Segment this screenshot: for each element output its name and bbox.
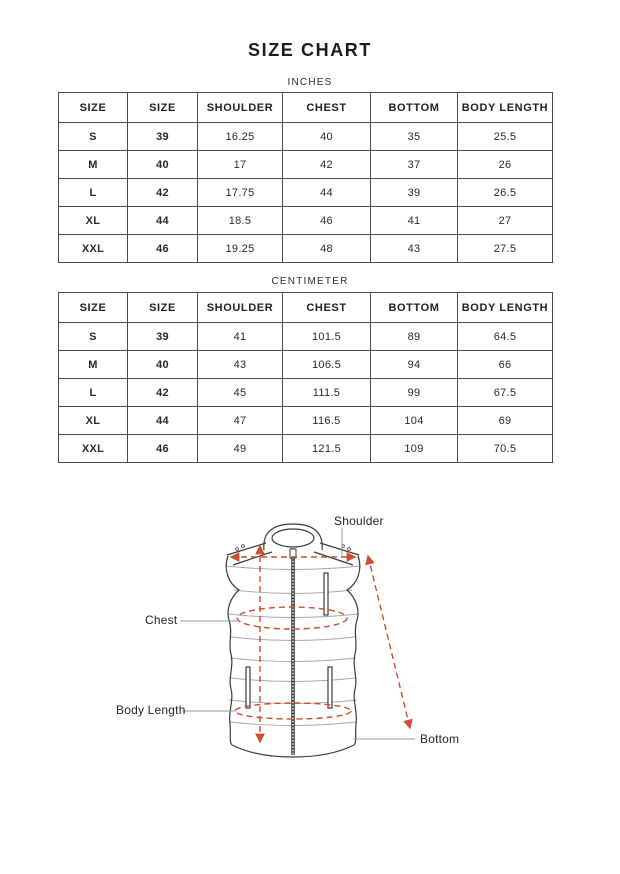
table-cell: 42 (283, 151, 371, 179)
table-cell: 49 (198, 435, 283, 463)
column-header: SIZE (128, 93, 198, 123)
size-table-inches (58, 92, 553, 263)
table-cell: 46 (283, 207, 371, 235)
column-header: BODY LENGTH (458, 93, 553, 123)
table-cell: 116.5 (283, 407, 371, 435)
lower-right-pocket-slit (328, 667, 332, 708)
snap-dot (236, 548, 239, 551)
table-cell: 43 (198, 351, 283, 379)
table-cell: 27.5 (458, 235, 553, 263)
neck-opening (272, 529, 314, 547)
left-shoulder-strap (227, 543, 272, 565)
table-row (59, 407, 553, 435)
table-cell: M (59, 151, 128, 179)
table-cell: 25.5 (458, 123, 553, 151)
table-cell: 48 (283, 235, 371, 263)
table-cell: 111.5 (283, 379, 371, 407)
table-cell: 27 (458, 207, 553, 235)
table-cell: 35 (371, 123, 458, 151)
column-header: SIZE (59, 293, 128, 323)
table-cell: 44 (128, 407, 198, 435)
table-cell: 26 (458, 151, 553, 179)
table-cell: 99 (371, 379, 458, 407)
table-cell: XL (59, 407, 128, 435)
column-header: BOTTOM (371, 293, 458, 323)
column-header: SHOULDER (198, 293, 283, 323)
table-row (59, 435, 553, 463)
table-cell: 94 (371, 351, 458, 379)
table-cell: 66 (458, 351, 553, 379)
bottom-measure-diagonal-line (368, 556, 410, 728)
table-cell: 41 (198, 323, 283, 351)
table-cell: XL (59, 207, 128, 235)
table-cell: 39 (128, 123, 198, 151)
table-cell: S (59, 123, 128, 151)
table-cell: XXL (59, 235, 128, 263)
table-row (59, 179, 553, 207)
table-cell: 101.5 (283, 323, 371, 351)
bottom-label: Bottom (420, 732, 460, 746)
body-length-label: Body Length (116, 703, 186, 717)
table-cell: 17.75 (198, 179, 283, 207)
table-cell: 16.25 (198, 123, 283, 151)
table-row (59, 351, 553, 379)
header-row (59, 293, 553, 323)
table-row (59, 123, 553, 151)
table-cell: 109 (371, 435, 458, 463)
table-cell: 89 (371, 323, 458, 351)
column-header: SIZE (128, 293, 198, 323)
table-cell: XXL (59, 435, 128, 463)
column-header: BOTTOM (371, 93, 458, 123)
table-cell: 46 (128, 235, 198, 263)
table-cell: 45 (198, 379, 283, 407)
size-table-centimeter (58, 292, 553, 463)
table-cell: 39 (371, 179, 458, 207)
inches-table-label: INCHES (287, 77, 333, 88)
table-cell: 43 (371, 235, 458, 263)
lower-left-pocket-slit (246, 667, 250, 708)
table-cell: 106.5 (283, 351, 371, 379)
right-shoulder-strap (314, 543, 359, 565)
centimeter-table-label: CENTIMETER (271, 276, 349, 287)
table-cell: M (59, 351, 128, 379)
table-cell: 42 (128, 179, 198, 207)
vest-illustration-icon (226, 524, 360, 757)
column-header: CHEST (283, 293, 371, 323)
table-cell: 41 (371, 207, 458, 235)
table-cell: 18.5 (198, 207, 283, 235)
table-cell: 40 (128, 151, 198, 179)
label-leader-lines (180, 528, 415, 739)
table-row (59, 207, 553, 235)
table-row (59, 323, 553, 351)
table-cell: L (59, 379, 128, 407)
shoulder-label: Shoulder (334, 514, 384, 528)
zipper (290, 548, 296, 755)
table-cell: 44 (283, 179, 371, 207)
table-row (59, 235, 553, 263)
snap-dot (348, 548, 351, 551)
table-cell: S (59, 323, 128, 351)
table-cell: 39 (128, 323, 198, 351)
table-cell: 42 (128, 379, 198, 407)
table-cell: 40 (283, 123, 371, 151)
table-cell: 40 (128, 351, 198, 379)
snap-dot (242, 545, 245, 548)
table-cell: 67.5 (458, 379, 553, 407)
table-cell: 104 (371, 407, 458, 435)
column-header: BODY LENGTH (458, 293, 553, 323)
table-cell: 69 (458, 407, 553, 435)
table-cell: 44 (128, 207, 198, 235)
table-cell: 70.5 (458, 435, 553, 463)
table-cell: 17 (198, 151, 283, 179)
table-cell: L (59, 179, 128, 207)
chest-label: Chest (145, 613, 178, 627)
table-row (59, 151, 553, 179)
table-cell: 47 (198, 407, 283, 435)
table-cell: 37 (371, 151, 458, 179)
column-header: SIZE (59, 93, 128, 123)
table-cell: 26.5 (458, 179, 553, 207)
table-row (59, 379, 553, 407)
table-cell: 19.25 (198, 235, 283, 263)
column-header: SHOULDER (198, 93, 283, 123)
table-cell: 121.5 (283, 435, 371, 463)
measurement-annotations (231, 546, 410, 742)
table-cell: 64.5 (458, 323, 553, 351)
table-cell: 46 (128, 435, 198, 463)
page-title: SIZE CHART (248, 40, 372, 60)
header-row (59, 93, 553, 123)
column-header: CHEST (283, 93, 371, 123)
